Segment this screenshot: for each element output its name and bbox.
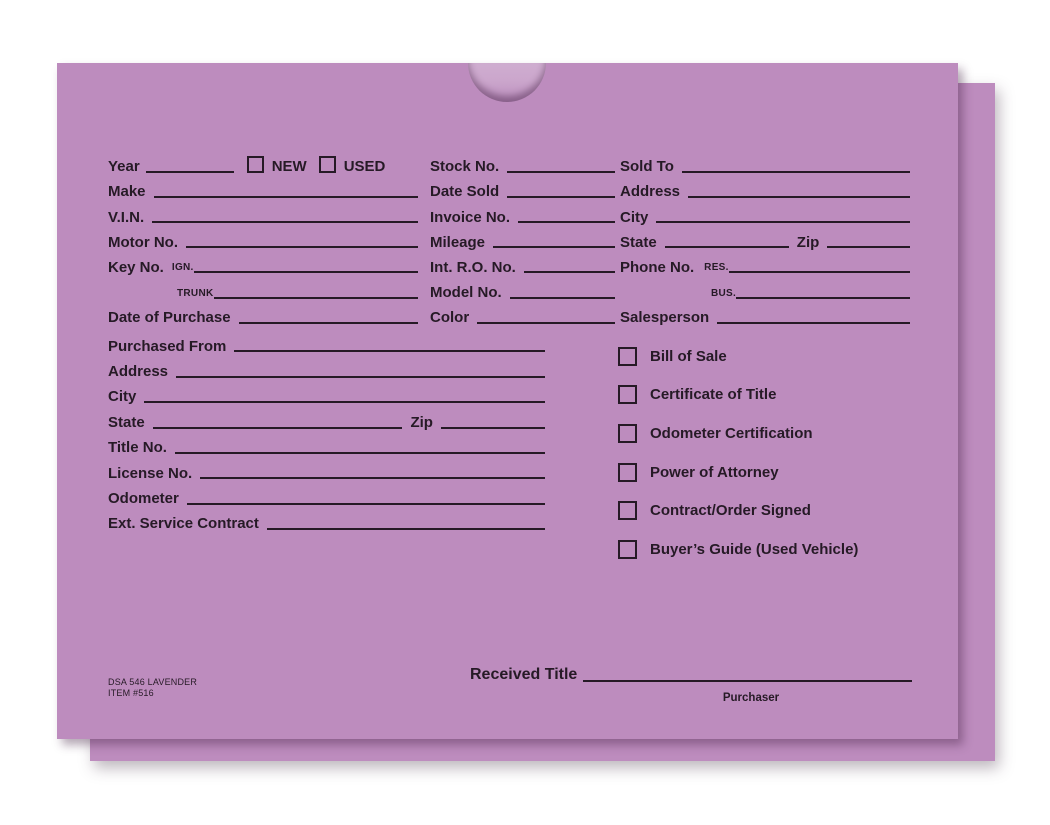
model-no-line[interactable] [510, 297, 615, 299]
power-of-attorney-checkbox[interactable] [618, 463, 637, 482]
product-code-line2: ITEM #516 [108, 688, 154, 698]
field-salesperson [620, 302, 910, 327]
field-year [108, 151, 418, 176]
documents-checklist [618, 337, 918, 569]
phone-res-line[interactable] [729, 271, 910, 273]
model-no-label: Model No. [430, 283, 502, 301]
field-seller-address [108, 355, 545, 380]
check-power-of-attorney [618, 453, 918, 492]
check-bill-of-sale [618, 337, 918, 376]
mileage-line[interactable] [493, 246, 615, 248]
seller-zip-line[interactable] [441, 427, 545, 429]
front-envelope [57, 63, 958, 739]
field-key-no-trunk [108, 276, 418, 301]
field-license-no [108, 457, 545, 482]
date-of-purchase-line[interactable] [239, 322, 418, 324]
phone-no-label: Phone No. [620, 258, 695, 276]
contract-order-signed-checkbox[interactable] [618, 501, 637, 520]
field-stock-no [430, 151, 615, 176]
make-line[interactable] [154, 196, 418, 198]
purchased-from-line[interactable] [234, 350, 545, 352]
product-code-line1: DSA 546 LAVENDER [108, 677, 198, 687]
field-color [430, 302, 615, 327]
salesperson-line[interactable] [717, 322, 910, 324]
odometer-label: Odometer [108, 489, 179, 507]
license-no-line[interactable] [200, 477, 545, 479]
check-buyers-guide [618, 530, 918, 569]
new-checkbox[interactable] [247, 156, 264, 173]
seller-address-label: Address [108, 363, 169, 381]
ext-service-contract-label: Ext. Service Contract [108, 515, 259, 533]
field-phone-bus [620, 276, 910, 301]
title-no-label: Title No. [108, 439, 167, 457]
certificate-of-title-checkbox[interactable] [618, 385, 637, 404]
year-line[interactable] [146, 171, 234, 173]
buyers-guide-checkbox[interactable] [618, 540, 637, 559]
buyer-address-line[interactable] [688, 196, 910, 198]
bill-of-sale-label: Bill of Sale [650, 347, 727, 365]
key-trunk-line[interactable] [214, 297, 419, 299]
used-checkbox[interactable] [319, 156, 336, 173]
bill-of-sale-checkbox[interactable] [618, 347, 637, 366]
field-vin [108, 201, 418, 226]
buyer-address-label: Address [620, 183, 681, 201]
field-buyer-address [620, 176, 910, 201]
check-certificate-of-title [618, 376, 918, 415]
buyer-zip-label: Zip [796, 233, 820, 251]
date-sold-line[interactable] [507, 196, 615, 198]
buyer-city-line[interactable] [656, 221, 910, 223]
license-no-label: License No. [108, 464, 193, 482]
buyer-column [620, 151, 910, 327]
field-mileage [430, 226, 615, 251]
stock-no-label: Stock No. [430, 158, 500, 176]
seller-city-label: City [108, 388, 137, 406]
field-received-title [470, 667, 912, 685]
buyer-zip-line[interactable] [827, 246, 910, 248]
field-key-no-ign [108, 251, 418, 276]
field-date-of-purchase [108, 302, 418, 327]
field-seller-state-zip [108, 406, 545, 431]
seller-zip-label: Zip [410, 413, 433, 431]
odometer-certification-checkbox[interactable] [618, 424, 637, 443]
check-contract-order-signed [618, 491, 918, 530]
buyer-state-line[interactable] [665, 246, 789, 248]
res-label: RES. [704, 262, 729, 274]
field-ext-service-contract [108, 508, 545, 533]
bus-label: BUS. [711, 287, 737, 299]
contract-order-signed-label: Contract/Order Signed [650, 502, 811, 520]
field-title-no [108, 432, 545, 457]
buyer-state-label: State [620, 233, 657, 251]
new-label: NEW [271, 158, 307, 176]
product-codes [108, 677, 197, 699]
seller-state-label: State [108, 413, 145, 431]
make-label: Make [108, 183, 146, 201]
field-buyer-city [620, 201, 910, 226]
date-sold-label: Date Sold [430, 183, 500, 201]
purchased-from-label: Purchased From [108, 337, 227, 355]
odometer-certification-label: Odometer Certification [650, 424, 813, 442]
phone-bus-line[interactable] [736, 297, 910, 299]
date-of-purchase-label: Date of Purchase [108, 308, 231, 326]
certificate-of-title-label: Certificate of Title [650, 386, 777, 404]
field-invoice-no [430, 201, 615, 226]
buyer-city-label: City [620, 208, 649, 226]
salesperson-label: Salesperson [620, 308, 710, 326]
sold-to-line[interactable] [682, 171, 910, 173]
invoice-no-label: Invoice No. [430, 208, 511, 226]
seller-state-line[interactable] [153, 427, 403, 429]
key-no-label: Key No. [108, 258, 164, 276]
odometer-line[interactable] [187, 503, 545, 505]
int-ro-no-label: Int. R.O. No. [430, 258, 516, 276]
trunk-label: TRUNK [177, 287, 214, 299]
seller-city-line[interactable] [144, 401, 545, 403]
used-label: USED [343, 158, 386, 176]
mileage-label: Mileage [430, 233, 486, 251]
field-buyer-state-zip [620, 226, 910, 251]
vehicle-column [108, 151, 418, 327]
int-ro-no-line[interactable] [524, 271, 615, 273]
field-int-ro-no [430, 251, 615, 276]
ign-label: IGN. [171, 262, 194, 274]
stock-no-line[interactable] [507, 171, 615, 173]
field-date-sold [430, 176, 615, 201]
field-odometer [108, 482, 545, 507]
field-sold-to [620, 151, 910, 176]
key-ign-line[interactable] [194, 271, 418, 273]
field-phone-res [620, 251, 910, 276]
motor-no-label: Motor No. [108, 233, 178, 251]
title-no-line[interactable] [175, 452, 545, 454]
motor-no-line[interactable] [186, 246, 418, 248]
purchaser-caption: Purchaser [722, 692, 780, 704]
field-seller-city [108, 381, 545, 406]
invoice-no-line[interactable] [518, 221, 615, 223]
buyers-guide-label: Buyer’s Guide (Used Vehicle) [650, 540, 859, 558]
power-of-attorney-label: Power of Attorney [650, 463, 779, 481]
field-model-no [430, 276, 615, 301]
field-make [108, 176, 418, 201]
color-label: Color [430, 308, 470, 326]
seller-address-line[interactable] [176, 376, 545, 378]
received-title-label: Received Title [470, 666, 578, 683]
ext-service-contract-line[interactable] [267, 528, 545, 530]
vin-label: V.I.N. [108, 208, 145, 226]
seller-block [108, 330, 545, 533]
vin-line[interactable] [152, 221, 418, 223]
color-line[interactable] [477, 322, 615, 324]
sold-to-label: Sold To [620, 158, 674, 176]
check-odometer-certification [618, 414, 918, 453]
field-purchased-from [108, 330, 545, 355]
stock-column [430, 151, 615, 327]
year-label: Year [108, 158, 140, 176]
thumb-notch [468, 63, 546, 102]
received-title-line[interactable] [583, 680, 912, 682]
field-motor-no [108, 226, 418, 251]
